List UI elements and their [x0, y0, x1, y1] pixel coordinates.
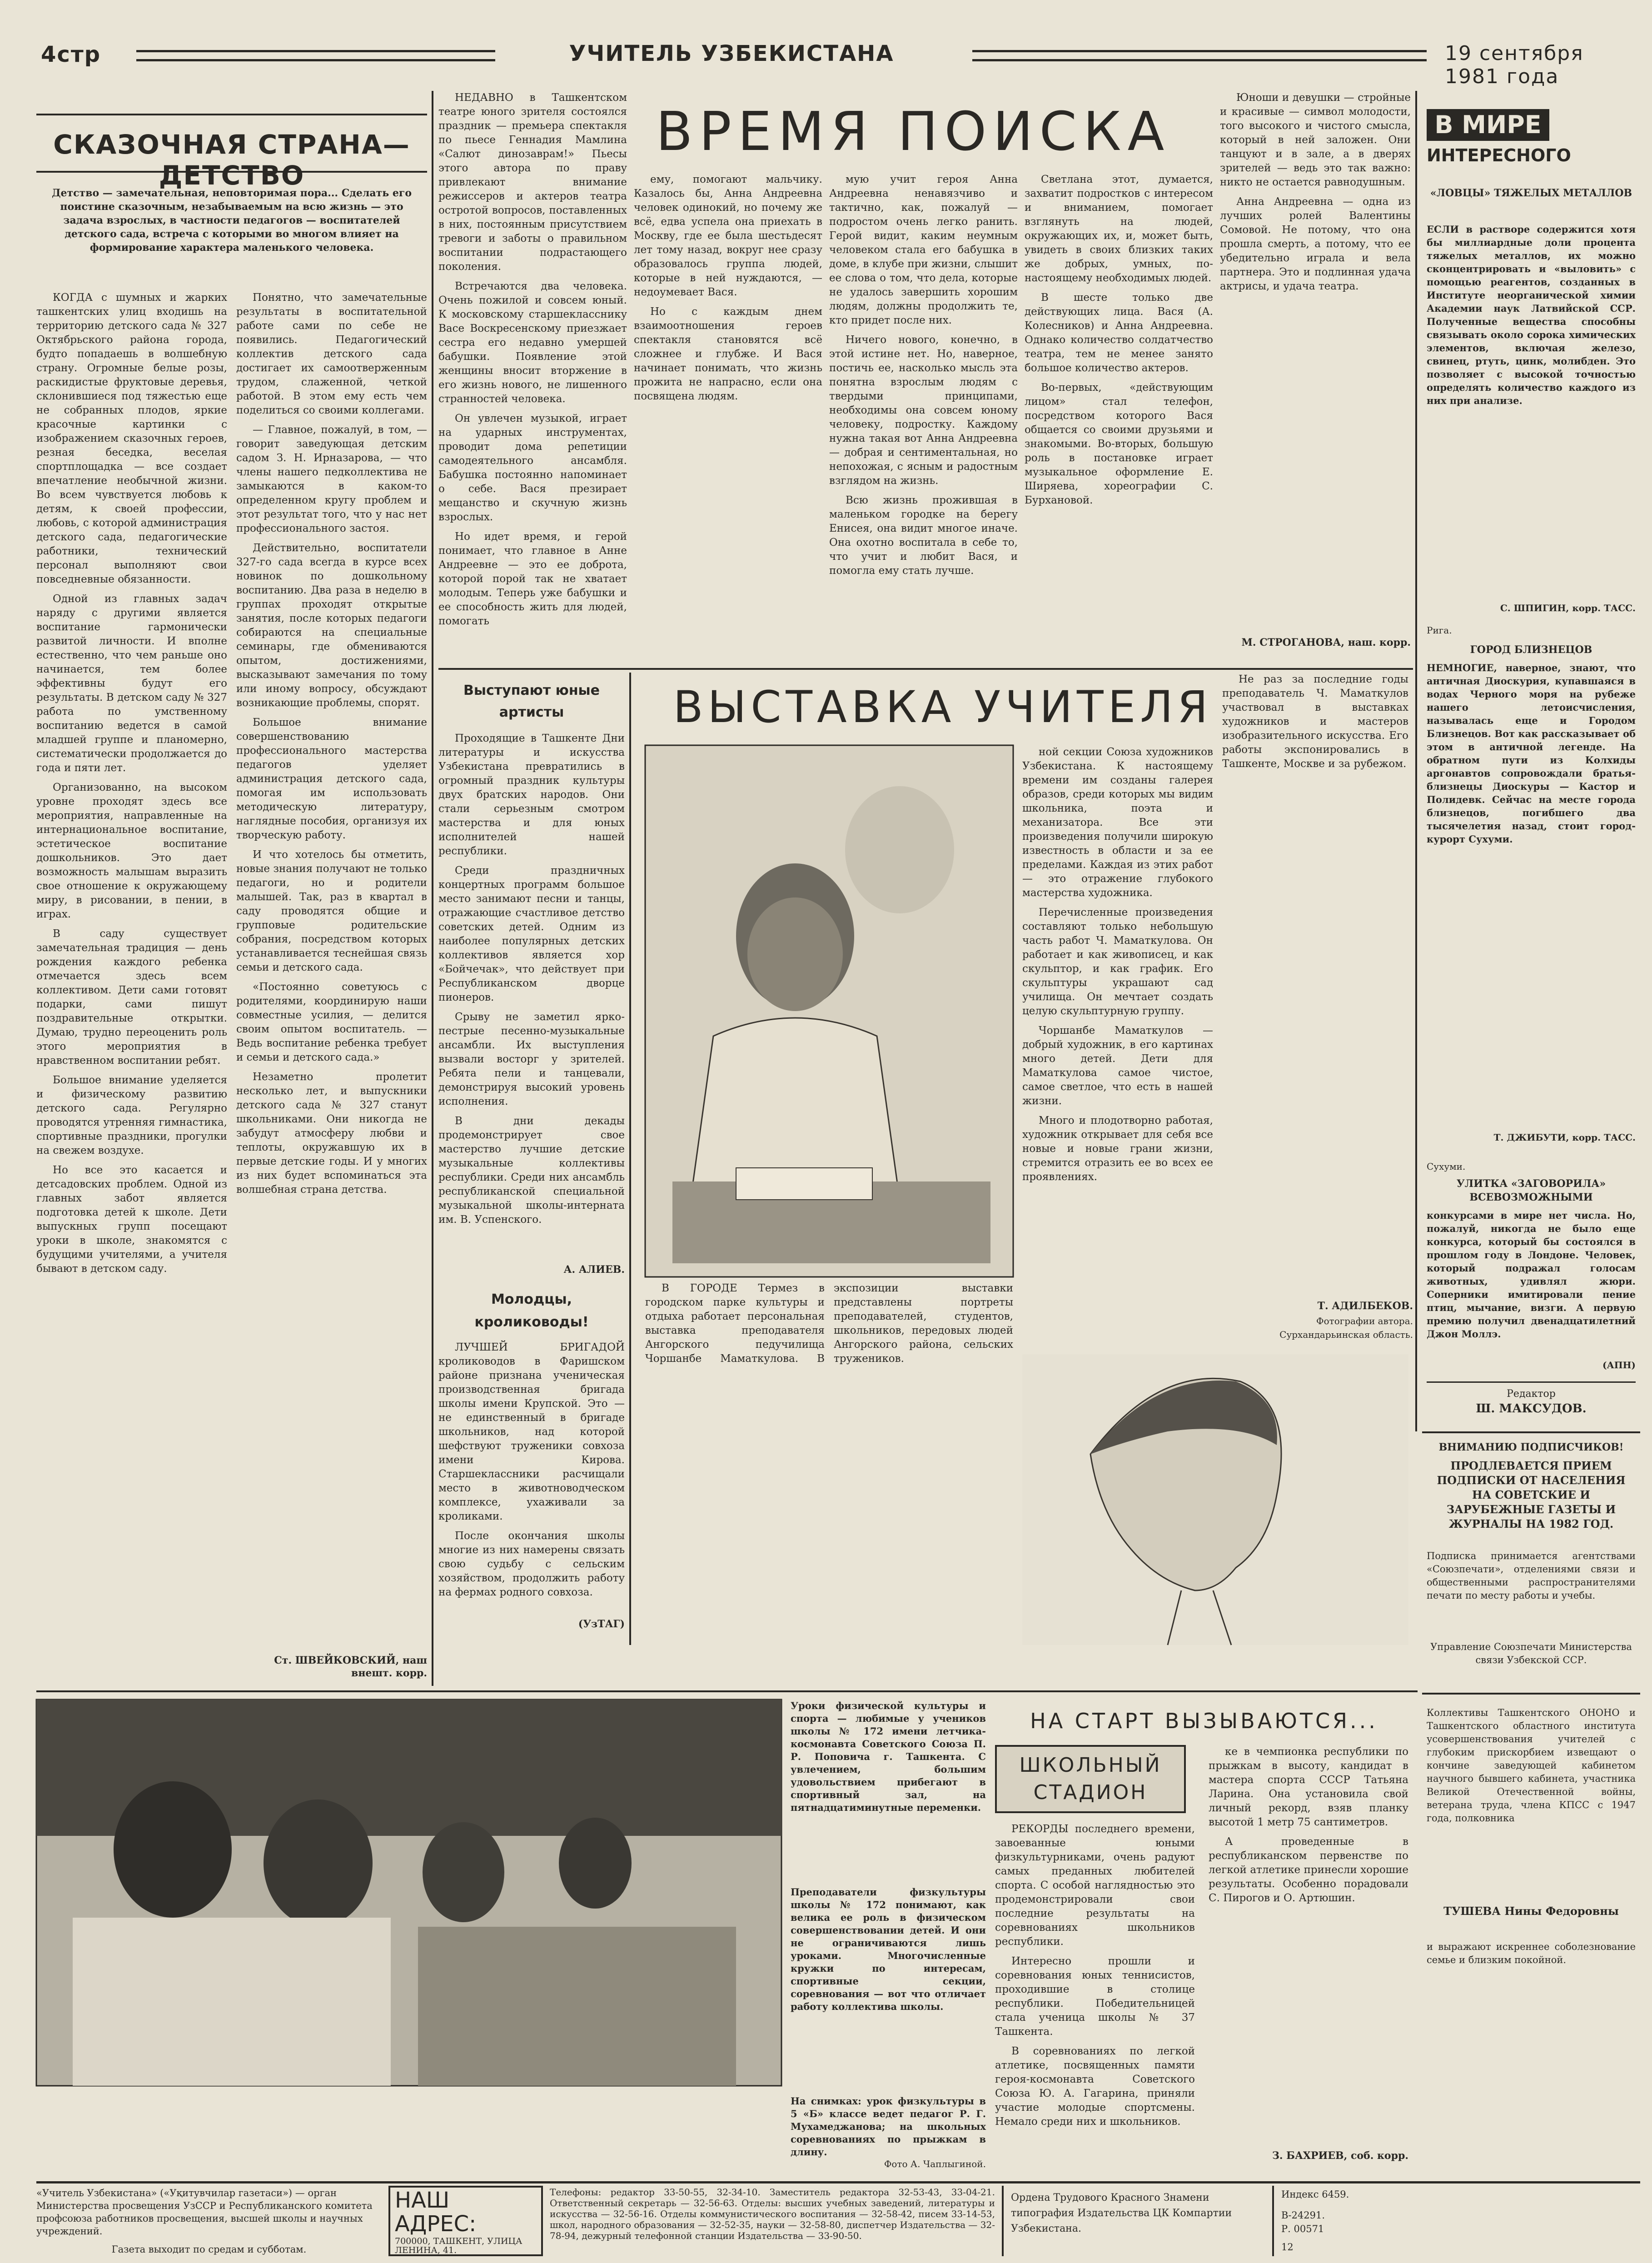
paragraph: После окончания школы многие из них намерены связать свою судьбу с сельским хозяйством, продолжить работу на фермах родного совхоза.: [438, 1530, 625, 1598]
sport-caption-photo: На снимках: урок физкультуры в 5 «Б» классе ведет педагог Р. Г. Мухамеджанова; на школьных соревнованиях по прыжкам в длину.: [791, 2095, 986, 2158]
item-title: ГОРОД БЛИЗНЕЦОВ: [1470, 644, 1592, 656]
obituary: [1422, 1697, 1640, 2084]
page-number: 4стр: [41, 42, 101, 67]
footer-number: 12: [1281, 2242, 1294, 2253]
article-at-start: [995, 1700, 1413, 2177]
article-teacher-exhibition: [636, 673, 1413, 1645]
article-column-1: [995, 1822, 1195, 2158]
photo-credit: Фото А. Чаплыгиной.: [884, 2158, 986, 2169]
column-world-of-interest: [1422, 91, 1640, 1431]
paragraph: И что хотелось бы отметить, новые знания получают не только педагоги, но и родители малышей. Так, раз в квартал в саду проводятся общие и групповые родительские собрания, посредством которых устанавливается теснейшая связь семьи и детского сада.: [236, 849, 427, 973]
column-divider: [432, 91, 433, 1686]
paragraph: ной секции Союза художников Узбекистана. К настоящему времени им созданы галерея образов, среди которых мы видим школьника, поэта и механизатора. Все эти произведения получили широкую известность в области и за ее пределами. Каждая из этих работ — это отражение глубокого мастерства художника.: [1022, 746, 1213, 899]
footer-code-1: В-24291.: [1281, 2210, 1325, 2221]
article-time-of-search: [438, 91, 1413, 663]
article-title: ВРЕМЯ ПОИСКА: [656, 100, 1171, 163]
paragraph: В саду существует замечательная традиция — день рождения каждого ребенка отмечается здесь всем коллективом. Дети сами готовят подарки, сами пишут поздравительные открытки. Думаю, трудно переоценить роль этого мероприятия в нравственном воспитании ребят.: [36, 928, 227, 1067]
article-column-2: [634, 173, 822, 663]
paper-title: УЧИТЕЛЬ УЗБЕКИСТАНА: [569, 41, 894, 66]
article-young-artists: [438, 673, 625, 1645]
notice-head: ВНИМАНИЮ ПОДПИСЧИКОВ!: [1438, 1441, 1624, 1453]
paragraph: Организованно, на высоком уровне проходят здесь все мероприятия, направленные на интернациональное воспитание, эстетическое воспитание дошкольников. Это дает возможность малышам выразить свое отношение к окружающему миру, в рисовании, в пении, в играх.: [36, 782, 227, 920]
article-body: [438, 732, 625, 1259]
paragraph: Большое внимание уделяется и физическому развитию детского сада. Регулярно проводятся утренняя гимнастика, спортивные праздники, прогулки на свежем воздухе.: [36, 1074, 227, 1156]
item-title: УЛИТКА «ЗАГОВОРИЛА» ВСЕВОЗМОЖНЫМИ: [1456, 1178, 1606, 1203]
footer-printer: Ордена Трудового Красного Знамени типография Издательства ЦК Компартии Узбекистана.: [1011, 2192, 1232, 2234]
editor-label: Редактор: [1507, 1388, 1556, 1400]
sport-caption-top: Уроки физической культуры и спорта — любимые у учеников школы № 172 имени летчика-космонавта Советского Союза П. Р. Поповича г. Ташкента. С увлечением, большим удовольствием прибегают в спортивный зал, на пятнадцатиминутные переменки.: [791, 1700, 986, 1813]
paragraph: Встречаются два человека. Очень пожилой и совсем юный. К московскому старшекласснику Васе Воскресенскому приезжает сестра его недавно умершей бабушки. Появление этой женщины вносит вторжение в его жизнь нового, не лишенного странностей человека.: [438, 280, 627, 405]
article-signature-2: (УзТАГ): [578, 1618, 625, 1630]
item-signature: С. ШПИГИН, корр. ТАСС.: [1500, 603, 1636, 613]
article-column-1: [438, 91, 627, 663]
article-fairy-land: [36, 91, 427, 1686]
notice-signature: Управление Союзпечати Министерства связи Узбекской ССР.: [1430, 1641, 1632, 1665]
footer-schedule: Газета выходит по средам и субботам.: [111, 2244, 307, 2255]
column-divider: [629, 673, 631, 1645]
section-heading: В МИРЕ: [1427, 109, 1549, 141]
photo-note: Фотографии автора.: [1316, 1316, 1413, 1326]
item-place: Рига.: [1427, 625, 1452, 636]
column-divider: [1415, 91, 1417, 1431]
paragraph: Но все это касается и детсадовских проблем. Одной из главных забот является подготовка детей к школе. Дети выпускных групп посещают уроки в школе, знакомятся с будущими учителями, а учителя бывают в детском саду.: [36, 1164, 227, 1275]
divider: [1427, 1381, 1636, 1383]
article-title: НА СТАРТ ВЫЗЫВАЮТСЯ...: [1030, 1709, 1378, 1733]
portrait-girl-drawing: [1022, 1354, 1408, 1645]
school-stadium-logo: [995, 1745, 1186, 1813]
paragraph: ему, помогают мальчику. Казалось бы, Анна Андреевна человек одинокий, но почему же всё, едва успела она приехать в Москву, где ее была шестьдесят лет тому назад, вокруг нее сразу образовалось группа людей, которые в ней нуждаются, — недоумевает Вася.: [634, 174, 822, 298]
paragraph: Перечисленные произведения составляют только небольшую часть работ Ч. Маматкулова. Он работает и как живописец, и как скульптор, и как график. Его скульптуры украшают сад училища. Он мечтает создать целую скульптурную группу.: [1022, 907, 1213, 1017]
article-body-bottom: [645, 1281, 1013, 1640]
item-text: конкурсами в мире нет числа. Но, пожалуй, никогда не было еще конкурса, который бы состоялся в прошлом году в Лондоне. Человек, который подражал голосам животных, удивлял жюри. Соперники имитировали пение птиц, мычание, визги. А первую премию получил двенадцатилетний Джон Моллэ.: [1427, 1210, 1636, 1340]
paragraph: В ГОРОДЕ Термез в городском парке культуры и отдыха работает персональная выставка преподавателя Ангорского педучилища Чоршанбе Маматкулова. В экспозиции выставки представлены портреты преподавателей, студентов, школьников, передовых людей Ангорского района, сельских тружеников.: [645, 1282, 1013, 1365]
obituary-name: ТУШЕВА Нины Федоровны: [1443, 1904, 1619, 1918]
article-title-3: Молодцы,: [491, 1291, 572, 1307]
obituary-text: Коллективы Ташкентского ОНОНО и Ташкентского областного института усовершенствования учителей с глубоким прискорбием извещают о кончине заведующей кабинетом научного бывшего кабинета, участника Великой Отечественной войны, ветерана труда, члена КПСС с 1947 года, полковника: [1427, 1707, 1636, 1824]
item-title: «ЛОВЦЫ» ТЯЖЕЛЫХ МЕТАЛЛОВ: [1430, 187, 1632, 199]
section-divider: [1422, 1693, 1640, 1695]
paragraph: Во-первых, «действующим лицом» стал телефон, посредством которого Вася общается со своими друзьями и знакомыми. Во-вторых, большую роль в постановке играет музыкальное оформление Е. Ширяева, хореографии С. Бурхановой.: [1025, 382, 1213, 506]
masthead-rule-right-2: [972, 59, 1427, 61]
article-signature: Т. АДИЛБЕКОВ.: [1317, 1300, 1413, 1312]
item-signature: Т. ДЖИБУТИ, корр. ТАСС.: [1493, 1132, 1636, 1143]
section-subheading: ИНТЕРЕСНОГО: [1427, 145, 1571, 165]
address-title-1: НАШ: [395, 2188, 450, 2213]
address-title-2: АДРЕС:: [395, 2211, 477, 2237]
paragraph: Понятно, что замечательные результаты в воспитательной работе сами по себе не появились. Педагогический коллектив детского сада достигает их самоотверженным трудом, слаженной, четкой работой. В этом ему есть чем поделиться со своими коллегами.: [236, 292, 427, 416]
paragraph: Но идет время, и герой понимает, что главное в Анне Андреевне — это ее доброта, которой порой так не хватает молодым. Теперь уже бабушки и ее способность жить для людей, помогать: [438, 531, 627, 627]
paragraph: Незаметно пролетит несколько лет, и выпускники детского сада № 327 станут школьниками. Они никогда не забудут атмосферу любви и теплоты, окружавшую их в первые детские годы. И у многих из них будет вспоминаться эта волшебная страна детства.: [236, 1071, 427, 1196]
article-title-2: артисты: [499, 704, 564, 720]
article-title: Выступают юные: [463, 683, 600, 698]
paragraph: Большое внимание совершенствованию профессионального мастерства педагогов уделяет администрация детского сада, помогая им использовать методическую литературу, наглядные пособия, организуя их творческую работу.: [236, 717, 427, 841]
paragraph: — Главное, пожалуй, в том, — говорит заведующая детским садом З. Н. Ирназарова, — что члены нашего педколлектива не замыкаются в каком-то определенном кругу проблем и этот результат того, что у нас нет профессионального застоя.: [236, 424, 427, 534]
footer: [36, 2181, 1640, 2258]
article-title-4: кролиководы!: [474, 1314, 589, 1330]
paragraph: Действительно, воспитатели 327-го сада всегда в курсе всех новинок по дошкольному воспитанию. Два раза в неделю в группах проходят открытые занятия, после которых педагоги собираются на специальные семинары, где обмениваются опытом, достижениями, высказывают замечания по тому или иному вопросу, обсуждают возникающие проблемы, спорят.: [236, 542, 427, 709]
paragraph: Но с каждым днем взаимоотношения героев спектакля становятся всё сложнее и глубже. И Вася начинает понимать, что жизнь прожита не напрасно, если она посвящена людям.: [634, 306, 822, 402]
paragraph: Интересно прошли и соревнования юных теннисистов, проходившие в столице республики. Победительницей стала ученица школы № 37 Ташкента.: [995, 1955, 1195, 2038]
article-place: Сурхандарьинская область.: [1279, 1329, 1413, 1340]
masthead-rule-left: [136, 50, 495, 52]
footer-divider: [1002, 2186, 1004, 2256]
paragraph: Не раз за последние годы преподаватель Ч. Маматкулов участвовал в выставках художников и мастеров изобразительного искусства. Его работы экспонировались в Ташкенте, Москве и за рубежом.: [1222, 673, 1408, 770]
article-title: ВЫСТАВКА УЧИТЕЛЯ: [673, 682, 1213, 733]
paragraph: В дни декады продемонстрирует свое мастерство лучшие детские музыкальные коллективы республики. Среди них ансамбль республиканской специальной музыкальной школы-интерната им. В. Успенского.: [438, 1115, 625, 1226]
painting-boy-photo: [645, 745, 1013, 1277]
article-column-right: [1022, 745, 1213, 1377]
obituary-text-2: и выражают искреннее соболезнование семье и близким покойной.: [1427, 1941, 1636, 1965]
paragraph: ЛУЧШЕЙ БРИГАДОЙ кролиководов в Фаришском районе признана ученическая производственная бригада школы имени Крупской. Это — не единственный в бригаде школьников, над которой шефствуют труженики совхоза имени Кирова. Старшеклассники расчищали место в животноводческом комплексе, ухаживали за кроликами.: [438, 1341, 625, 1522]
article-body-2: [438, 1341, 625, 1613]
item-text: ЕСЛИ в растворе содержится хотя бы миллиардные доли процента тяжелых металлов, их можно сконцентрировать и «выловить» с помощью реагентов, созданных в Институте неорганической химии Академии наук Латвийской ССР. Полученные вещества способны связывать около сорока химических элементов, включая железо, свинец, ртуть, цинк, молибден. Это позволяет с высокой точностью определять количество каждого из них при анализе.: [1427, 224, 1636, 406]
paragraph: Чоршанбе Маматкулов — добрый художник, в его картинах много детей. Дети для Маматкулова самое чистое, самое светлое, что есть в нашей жизни.: [1022, 1025, 1213, 1107]
article-column-3: [829, 173, 1018, 663]
paragraph: Проходящие в Ташкенте Дни литературы и искусства Узбекистана превратились в огромный праздник культуры двух братских народов. Они стали серьезным смотром мастерства и для юных исполнителей нашей республики.: [438, 733, 625, 857]
paragraph: НЕДАВНО в Ташкентском театре юного зрителя состоялся праздник — премьера спектакля по пьесе Геннадия Мамлина «Салют динозаврам!» Пьесы этого автора по праву привлекают внимание режиссеров и актеров театра остротой вопросов, поставленных в них, постоянным присутствием тревоги и заботы о правильном воспитании подрастающего поколения.: [438, 92, 627, 273]
paragraph: ке в чемпионка республики по прыжкам в высоту, кандидат в мастера спорта СССР Татьяна Ларина. Она установила свой личный рекорд, взяв планку высотой 1 метр 75 сантиметров.: [1209, 1746, 1408, 1828]
address-box: [388, 2186, 543, 2256]
article-signature: З. БАХРИЕВ, соб. корр.: [1272, 2150, 1408, 2162]
article-column-far-right: [1222, 673, 1408, 1377]
subscription-notice: [1422, 1436, 1640, 1690]
masthead-rule-right: [972, 50, 1427, 52]
footer-code-2: Р. 00571: [1281, 2223, 1324, 2234]
notice-text: Подписка принимается агентствами «Союзпечати», отделениями связи и общественными распространителями печати по месту работы и учебы.: [1427, 1550, 1636, 1601]
item-signature: (АПН): [1602, 1360, 1636, 1371]
paragraph: Среди праздничных концертных программ большое место занимают песни и танцы, отражающие счастливое детство советских детей. Одним из наиболее популярных детских коллективов является хор «Бойчечак», что действует при Республиканском дворце пионеров.: [438, 865, 625, 1003]
item-text: НЕМНОГИЕ, наверное, знают, что античная Диоскурия, купавшаяся в водах Черного моря на рубеже нашего летоисчисления, называлась еще и Городом Близнецов. Вот как рассказывает об этом в античной легенде. На обратном пути из Колхиды аргонавтов сопровождали братья-близнецы Диоскуры — Кастор и Полидевк. Сейчас на месте города близнецов, погибшего два тысячелетия назад, стоит город-курорт Сухуми.: [1427, 662, 1636, 845]
editor-name: Ш. МАКСУДОВ.: [1476, 1402, 1587, 1416]
section-divider: [438, 668, 1413, 670]
article-title: СКАЗОЧНАЯ СТРАНА—ДЕТСТВО: [36, 114, 427, 173]
issue-date: 19 сентября 1981 года: [1445, 42, 1584, 88]
section-divider: [1422, 1431, 1640, 1433]
article-column-1: [36, 291, 227, 1677]
footer-rule: [36, 2181, 1640, 2183]
logo-line-2: СТАДИОН: [1033, 1781, 1148, 1804]
paragraph: Он увлечен музыкой, играет на ударных инструментах, проводит дома репетиции самодеятельного ансамбля. Бабушка постоянно напоминает о себе. Вася презирает мещанство и скучную жизнь взрослых.: [438, 413, 627, 523]
section-divider: [36, 1690, 1418, 1692]
schoolchildren-photo: [36, 1700, 781, 2086]
article-signature: М. СТРОГАНОВА, наш. корр.: [1241, 637, 1411, 648]
paragraph: Много и плодотворно работая, художник открывает для себя все новые и новые грани жизни, стремится отразить ее во всех ее проявлениях.: [1022, 1115, 1213, 1183]
paragraph: Всю жизнь прожившая в маленьком городке на берегу Енисея, она видит многое иначе. Она охотно воспитала в себе то, что учит и любит Вася, и помогла ему стать лучше.: [829, 494, 1018, 577]
notice-title: ПРОДЛЕВАЕТСЯ ПРИЕМ ПОДПИСКИ ОТ НАСЕЛЕНИЯ НА СОВЕТСКИЕ И ЗАРУБЕЖНЫЕ ГАЗЕТЫ И ЖУРНАЛЫ НА 1982 ГОД.: [1437, 1459, 1626, 1530]
paragraph: Срыву не заметил ярко-пестрые песенно-музыкальные ансамбли. Их выступления вызвали восторг у зрителей. Ребята пели и танцевали, демонстрируя высокий уровень исполнения.: [438, 1011, 625, 1107]
paragraph: А проведенные в республиканском первенстве по легкой атлетике принесли хорошие результаты. Особенно порадовали С. Пирогов и О. Артюшин.: [1209, 1836, 1408, 1904]
article-signature: Ст. ШВЕЙКОВСКИЙ, наш внешт. корр.: [274, 1655, 427, 1679]
article-column-4: [1025, 173, 1213, 663]
article-signature: А. АЛИЕВ.: [563, 1264, 625, 1276]
paragraph: Светлана этот, думается, захватит подростков с интересом и вниманием, помогает взглянуть на людей, окружающих их, и, может быть, увидеть в своих близких таких же добрых, умных, по-настоящему необходимых людей.: [1025, 174, 1213, 284]
paragraph: Одной из главных задач наряду с другими является воспитание гармонически развитой личности. И вполне естественно, что чем раньше оно начинается, тем более эффективны будут его результаты. В детском саду № 327 работа по умственному воспитанию ведется в самой младшей группе и планомерно, систематически продолжается до года и пяти лет.: [36, 593, 227, 774]
footer-index: Индекс 6459.: [1281, 2189, 1349, 2200]
article-column-2: [236, 291, 427, 1645]
paragraph: Юноши и девушки — стройные и красивые — символ молодости, того высокого и чистого смысла, который в ней заложен. Они танцуют и в зале, а в дверях зрителей — ведь это так важно: никто не остается равнодушным.: [1220, 92, 1411, 188]
article-column-5: [1220, 91, 1411, 632]
sport-caption-mid: Преподаватели физкультуры школы № 172 понимают, как велика ее роль в физическом совершенствовании детей. И они не ограничиваются лишь уроками. Многочисленные кружки по интересам, спортивные секции, соревнования — вот что отличает работу коллектива школы.: [791, 1886, 986, 2012]
article-lead: Детство — замечательная, неповторимая пора... Сделать его поистине сказочным, незабываемым на всю жизнь — это задача взрослых, в частности педагогов — воспитателей детского сада, встреча с которыми во многом влияет на формирование характера маленького человека.: [51, 187, 412, 254]
paragraph: В шесте только две действующих лица. Вася (А. Колесников) и Анна Андреевна. Однако количество солдатчество театра, тем не менее занято большое количество актеров.: [1025, 292, 1213, 374]
paragraph: РЕКОРДЫ последнего времени, завоеванные юными физкультурниками, очень радуют самых преданных любителей спорта. С особой наглядностью это продемонстрировали свои последние результаты на соревнованиях школьников республики.: [995, 1823, 1195, 1948]
footer-phones: Телефоны: редактор 33-50-55, 32-34-10. Заместитель редактора 32-53-43, 33-04-21. Ответственный секретарь — 32-56-63. Отделы: высших учебных заведений, литературы и искусства — 32-56-16. Отделы коммунистического воспитания — 32-58-42, писем 33-14-53, школ, народного образования — 32-52-35, науки — 32-58-80, диспетчер Издательства — 32-78-94, дежурный телефонной станции Издательства — 33-90-50.: [550, 2187, 995, 2241]
paragraph: В соревнованиях по легкой атлетике, посвященных памяти героя-космонавта Советского Союза Ю. А. Гагарина, приняли участие молодые спортсмены. Немало среди них и школьников.: [995, 2045, 1195, 2128]
item-place: Сухуми.: [1427, 1161, 1466, 1172]
paragraph: «Постоянно советуюсь с родителями, координирую наши совместные усилия, — делится своим опытом воспитатель. — Ведь воспитание ребенка требует и семьи и детского сада.»: [236, 981, 427, 1063]
masthead-rule-left-2: [136, 59, 495, 61]
logo-line-1: ШКОЛЬНЫЙ: [1019, 1754, 1162, 1777]
paragraph: мую учит героя Анна Андреевна ненавязчиво и тактично, как, пожалуй — подростом очень легко ранить. Герой видит, каким неумным человеком стала его бабушка в доме, в клубе при жизни, слышит ее слова о том, что дела, которые не удалось завершить хорошим людям, должны продолжить те, кто придет после них.: [829, 174, 1018, 326]
footer-info: «Учитель Узбекистана» («Уқитувчилар газетаси») — орган Министерства просвещения УзССР и Республиканского комитета профсоюза работников просвещения, высшей школы и научных учреждений.: [36, 2188, 373, 2237]
footer-divider-2: [1272, 2186, 1274, 2256]
paragraph: КОГДА с шумных и жарких ташкентских улиц входишь на территорию детского сада № 327 Октябрьского района города, будто попадаешь в волшебную страну. Огромные белые розы, раскидистые фруктовые деревья, склонившиеся под тяжестью еще не собранных плодов, яркие красочные картинки с изображением сказочных героев, резная беседка, веселая спортплощадка — все создает впечатление необычной жизни. Во всем чувствуется любовь к детям, к своей профессии, любовь, с которой администрация детского сада, педагогические работники, технический персонал выполняют свои повседневные обязанности.: [36, 292, 227, 585]
paragraph: Анна Андреевна — одна из лучших ролей Валентины Сомовой. Не потому, что она прошла смерть, а потому, что ее убедительно играла и вела партнера. Это и подлинная удача актрисы, и удача театра.: [1220, 196, 1411, 292]
paragraph: Ничего нового, конечно, в этой истине нет. Но, наверное, постичь ее, насколько мысль эта понятна взрослым людям с твердыми принципами, необходимы она совсем юному человеку, подростку. Каждому нужна такая вот Анна Андреевна — добрая и сентиментальная, но непохожая, с ясным и радостным взглядом на жизнь.: [829, 334, 1018, 487]
address-line: 700000, ТАШКЕНТ, УЛИЦА ЛЕНИНА, 41.: [395, 2236, 522, 2255]
article-column-2: [1209, 1745, 1408, 2145]
